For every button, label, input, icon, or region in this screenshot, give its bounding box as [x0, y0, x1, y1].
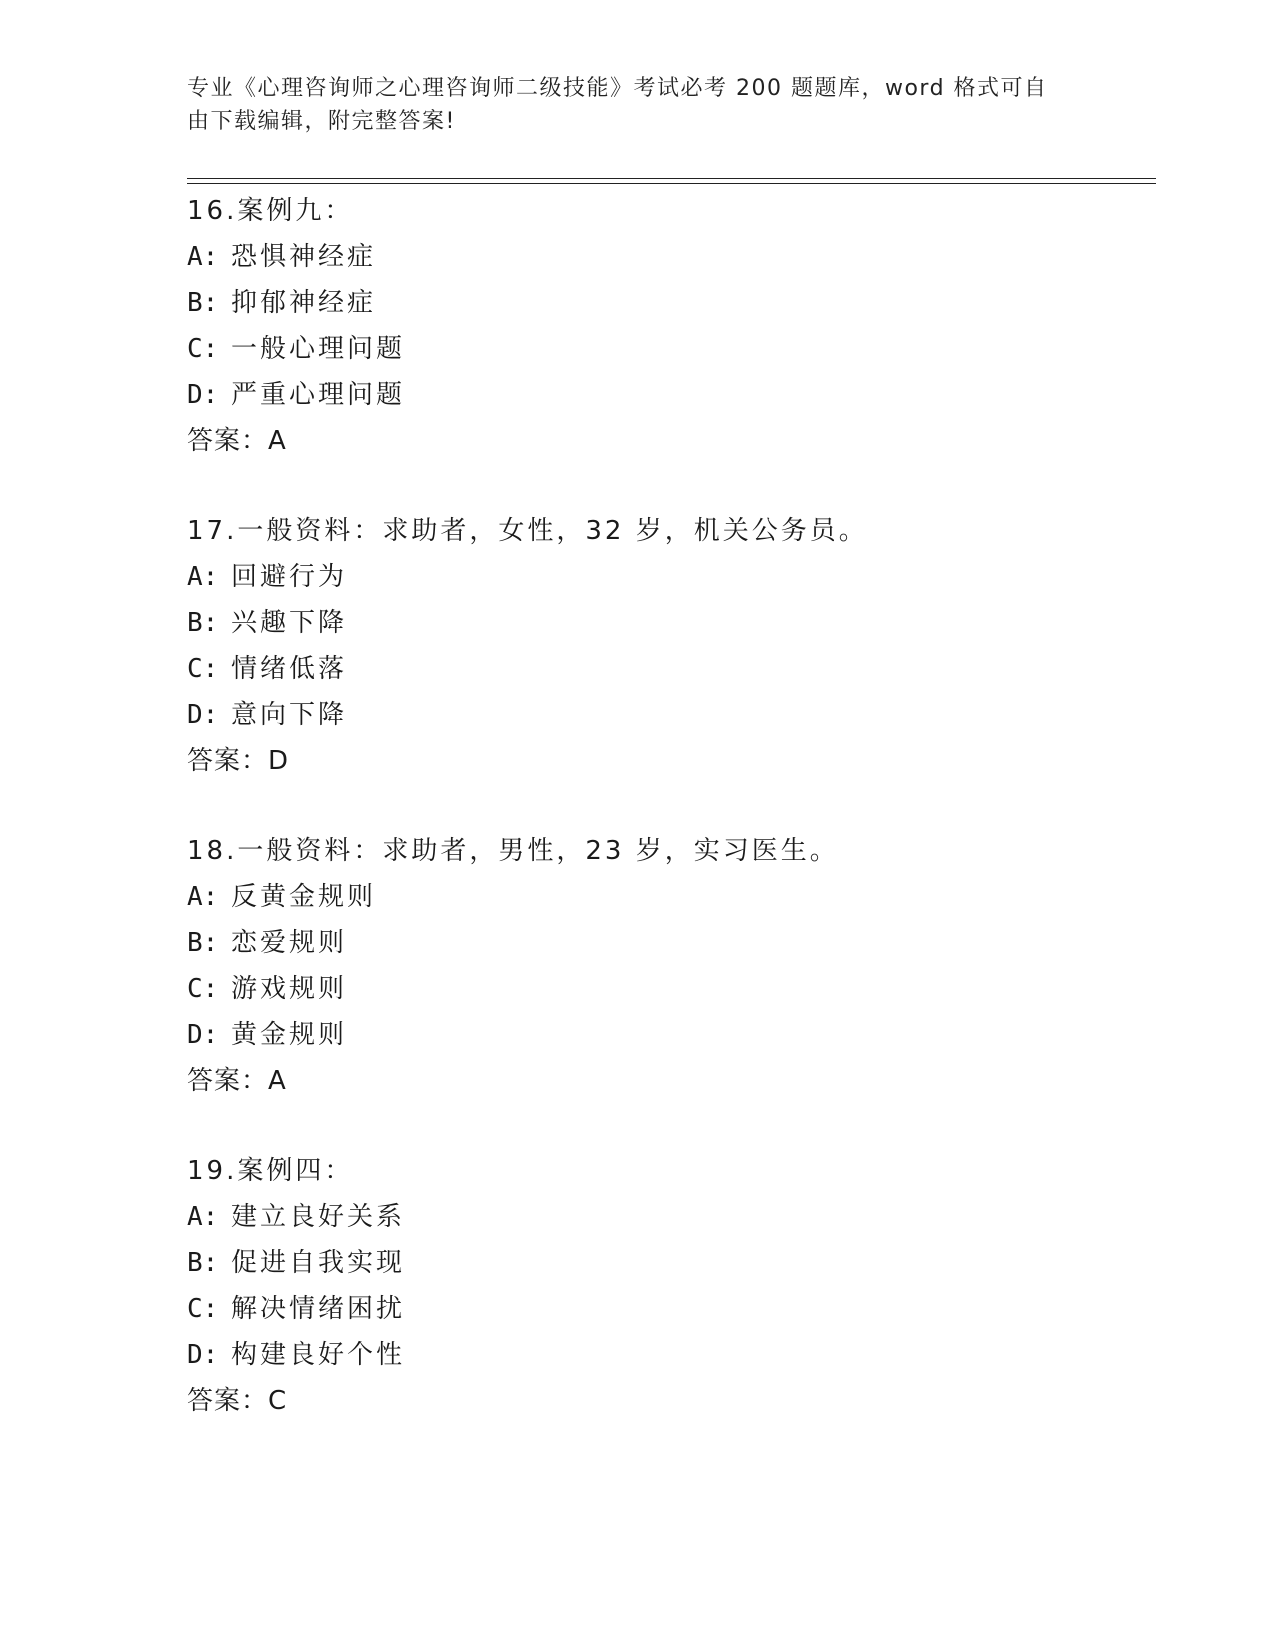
option-c — [187, 646, 1147, 692]
option-d — [187, 692, 1147, 738]
option-text: 游戏规则 — [231, 974, 348, 1004]
option-text: 意向下降 — [231, 700, 348, 730]
option-text: 黄金规则 — [231, 1020, 348, 1050]
option-b — [187, 1240, 1147, 1286]
option-letter: D: — [187, 1020, 219, 1050]
option-text: 恐惧神经症 — [231, 242, 377, 272]
option-letter: B: — [187, 288, 219, 318]
option-c — [187, 326, 1147, 372]
question-stem: 16.案例九： — [187, 196, 354, 226]
option-a — [187, 234, 1147, 280]
option-letter: A: — [187, 1202, 219, 1232]
option-letter: B: — [187, 1248, 219, 1278]
question-stem: 19.案例四： — [187, 1156, 354, 1186]
document-header — [187, 72, 1067, 138]
question-stem: 18.一般资料：求助者，男性，23 岁，实习医生。 — [187, 836, 839, 866]
option-letter: C: — [187, 654, 219, 684]
option-letter: C: — [187, 334, 219, 364]
header-divider-bottom — [187, 183, 1156, 184]
option-a — [187, 1194, 1147, 1240]
option-letter: A: — [187, 882, 219, 912]
option-c — [187, 966, 1147, 1012]
header-line-2: 由下载编辑，附完整答案! — [187, 109, 456, 134]
option-letter: C: — [187, 974, 219, 1004]
option-letter: A: — [187, 562, 219, 592]
question-17 — [187, 508, 1147, 784]
option-text: 解决情绪困扰 — [231, 1294, 406, 1324]
option-d — [187, 1012, 1147, 1058]
question-19 — [187, 1148, 1147, 1424]
answer-line: 答案：A — [187, 1066, 287, 1096]
option-text: 回避行为 — [231, 562, 348, 592]
option-c — [187, 1286, 1147, 1332]
option-text: 建立良好关系 — [231, 1202, 406, 1232]
option-letter: C: — [187, 1294, 219, 1324]
option-letter: D: — [187, 1340, 219, 1370]
option-letter: B: — [187, 928, 219, 958]
option-text: 构建良好个性 — [231, 1340, 406, 1370]
question-stem: 17.一般资料：求助者，女性，32 岁，机关公务员。 — [187, 516, 868, 546]
option-d — [187, 372, 1147, 418]
option-letter: D: — [187, 700, 219, 730]
header-divider-top — [187, 178, 1156, 179]
option-text: 情绪低落 — [231, 654, 348, 684]
option-text: 抑郁神经症 — [231, 288, 377, 318]
option-text: 一般心理问题 — [231, 334, 406, 364]
option-text: 促进自我实现 — [231, 1248, 406, 1278]
header-line-1: 专业《心理咨询师之心理咨询师二级技能》考试必考 200 题题库，word 格式可自 — [187, 76, 1048, 101]
option-text: 兴趣下降 — [231, 608, 348, 638]
option-b — [187, 280, 1147, 326]
answer-line: 答案：A — [187, 426, 287, 456]
option-d — [187, 1332, 1147, 1378]
answer-line: 答案：D — [187, 746, 290, 776]
option-a — [187, 554, 1147, 600]
option-text: 严重心理问题 — [231, 380, 406, 410]
option-text: 反黄金规则 — [231, 882, 377, 912]
question-16 — [187, 188, 1147, 464]
question-18 — [187, 828, 1147, 1104]
option-letter: A: — [187, 242, 219, 272]
option-a — [187, 874, 1147, 920]
option-letter: D: — [187, 380, 219, 410]
option-b — [187, 600, 1147, 646]
option-text: 恋爱规则 — [231, 928, 348, 958]
option-letter: B: — [187, 608, 219, 638]
answer-line: 答案：C — [187, 1386, 288, 1416]
option-b — [187, 920, 1147, 966]
